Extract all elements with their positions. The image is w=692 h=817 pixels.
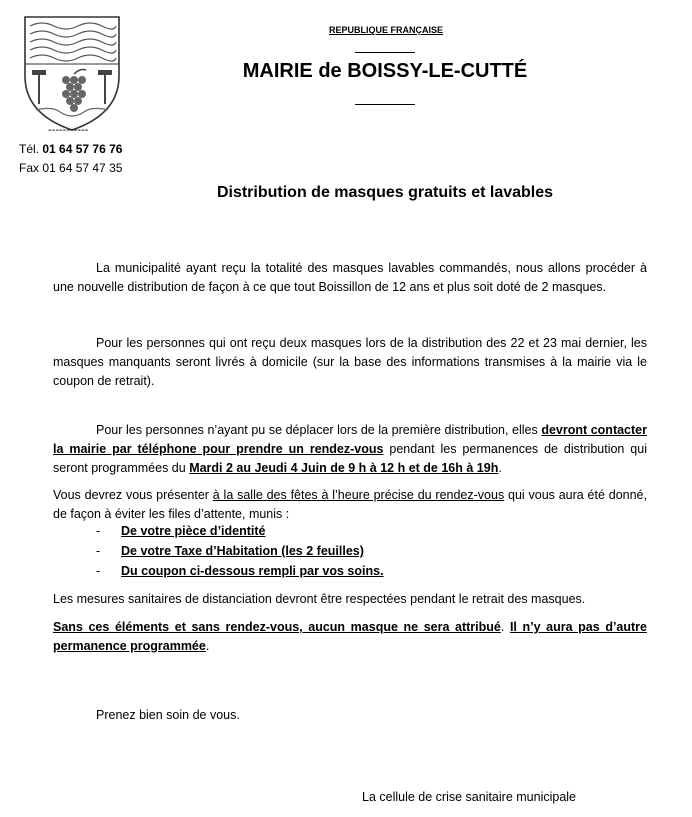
warning-end: . bbox=[205, 639, 210, 653]
required-documents-list bbox=[96, 521, 384, 581]
list-bullet: - bbox=[96, 564, 101, 578]
paragraph-appointment bbox=[53, 421, 647, 478]
warning-separator: . bbox=[500, 620, 510, 634]
list-item-text: De votre pièce d’identité bbox=[121, 524, 266, 538]
phone-number: 01 64 57 76 76 bbox=[42, 142, 123, 156]
list-item bbox=[96, 541, 384, 561]
list-item bbox=[96, 561, 384, 581]
p4-text-a: Vous devrez vous présenter bbox=[53, 488, 213, 502]
document-title: Distribution de masques gratuits et lavables bbox=[216, 184, 554, 201]
warning-no-other-permanence: Il n’y aura pas d’autre permanence programmée bbox=[53, 620, 647, 653]
list-item bbox=[96, 521, 384, 541]
p4-emphasis-location: à la salle des fêtes à l’heure précise du rendez-vous bbox=[212, 488, 505, 502]
mairie-title: MAIRIE de BOISSY-LE-CUTTÉ bbox=[242, 60, 528, 82]
p3-text-c: pendant les permanences de distribution qui seront programmées du bbox=[53, 442, 647, 475]
paragraph-location bbox=[53, 486, 647, 524]
list-bullet: - bbox=[96, 544, 101, 558]
header-divider-top bbox=[355, 52, 415, 53]
paragraph-intro: La municipalité ayant reçu la totalité des masques lavables commandés, nous allons procéder à une nouvelle distribution de façon à ce que tout Boissillon de 12 ans et plus soit doté de 2 masques. bbox=[53, 261, 647, 294]
warning-no-mask: Sans ces éléments et sans rendez-vous, aucun masque ne sera attribué bbox=[53, 620, 501, 634]
fax-line: Fax 01 64 57 47 35 bbox=[19, 161, 123, 175]
p3-emphasis-contact: devront contacter la mairie par téléphone pour prendre un rendez-vous bbox=[53, 423, 647, 456]
paragraph-home-delivery: Pour les personnes qui ont reçu deux masques lors de la distribution des 22 et 23 mai dernier, les masques manquants seront livrés à domicile (sur la base des informations transmises à la mairie via le coupon de retrait). bbox=[53, 336, 647, 388]
republique-heading: REPUBLIQUE FRANÇAISE bbox=[329, 25, 444, 35]
paragraph-sanitary: Les mesures sanitaires de distanciation devront être respectées pendant le retrait des masques. bbox=[53, 592, 586, 606]
closing-line: Prenez bien soin de vous. bbox=[96, 708, 240, 722]
p4-text-c: qui vous aura été donné, de façon à éviter les files d’attente, munis : bbox=[53, 488, 647, 521]
list-bullet: - bbox=[96, 524, 101, 538]
p3-text-a: Pour les personnes n’ayant pu se déplacer lors de la première distribution, elles bbox=[96, 423, 542, 437]
list-item-text: Du coupon ci-dessous rempli par vos soins. bbox=[121, 564, 384, 578]
crest-separator: ----------- bbox=[48, 124, 89, 136]
phone-label: Tél. bbox=[19, 142, 43, 156]
signature: La cellule de crise sanitaire municipale bbox=[362, 790, 577, 804]
paragraph-warning bbox=[53, 618, 647, 656]
phone-line bbox=[19, 142, 122, 156]
list-item-text: De votre Taxe d’Habitation (les 2 feuilles) bbox=[121, 544, 364, 558]
p3-text-e: . bbox=[498, 461, 502, 475]
p3-emphasis-dates: Mardi 2 au Jeudi 4 Juin de 9 h à 12 h et de 16h à 19h bbox=[189, 461, 499, 475]
header-divider-bottom bbox=[355, 104, 415, 105]
